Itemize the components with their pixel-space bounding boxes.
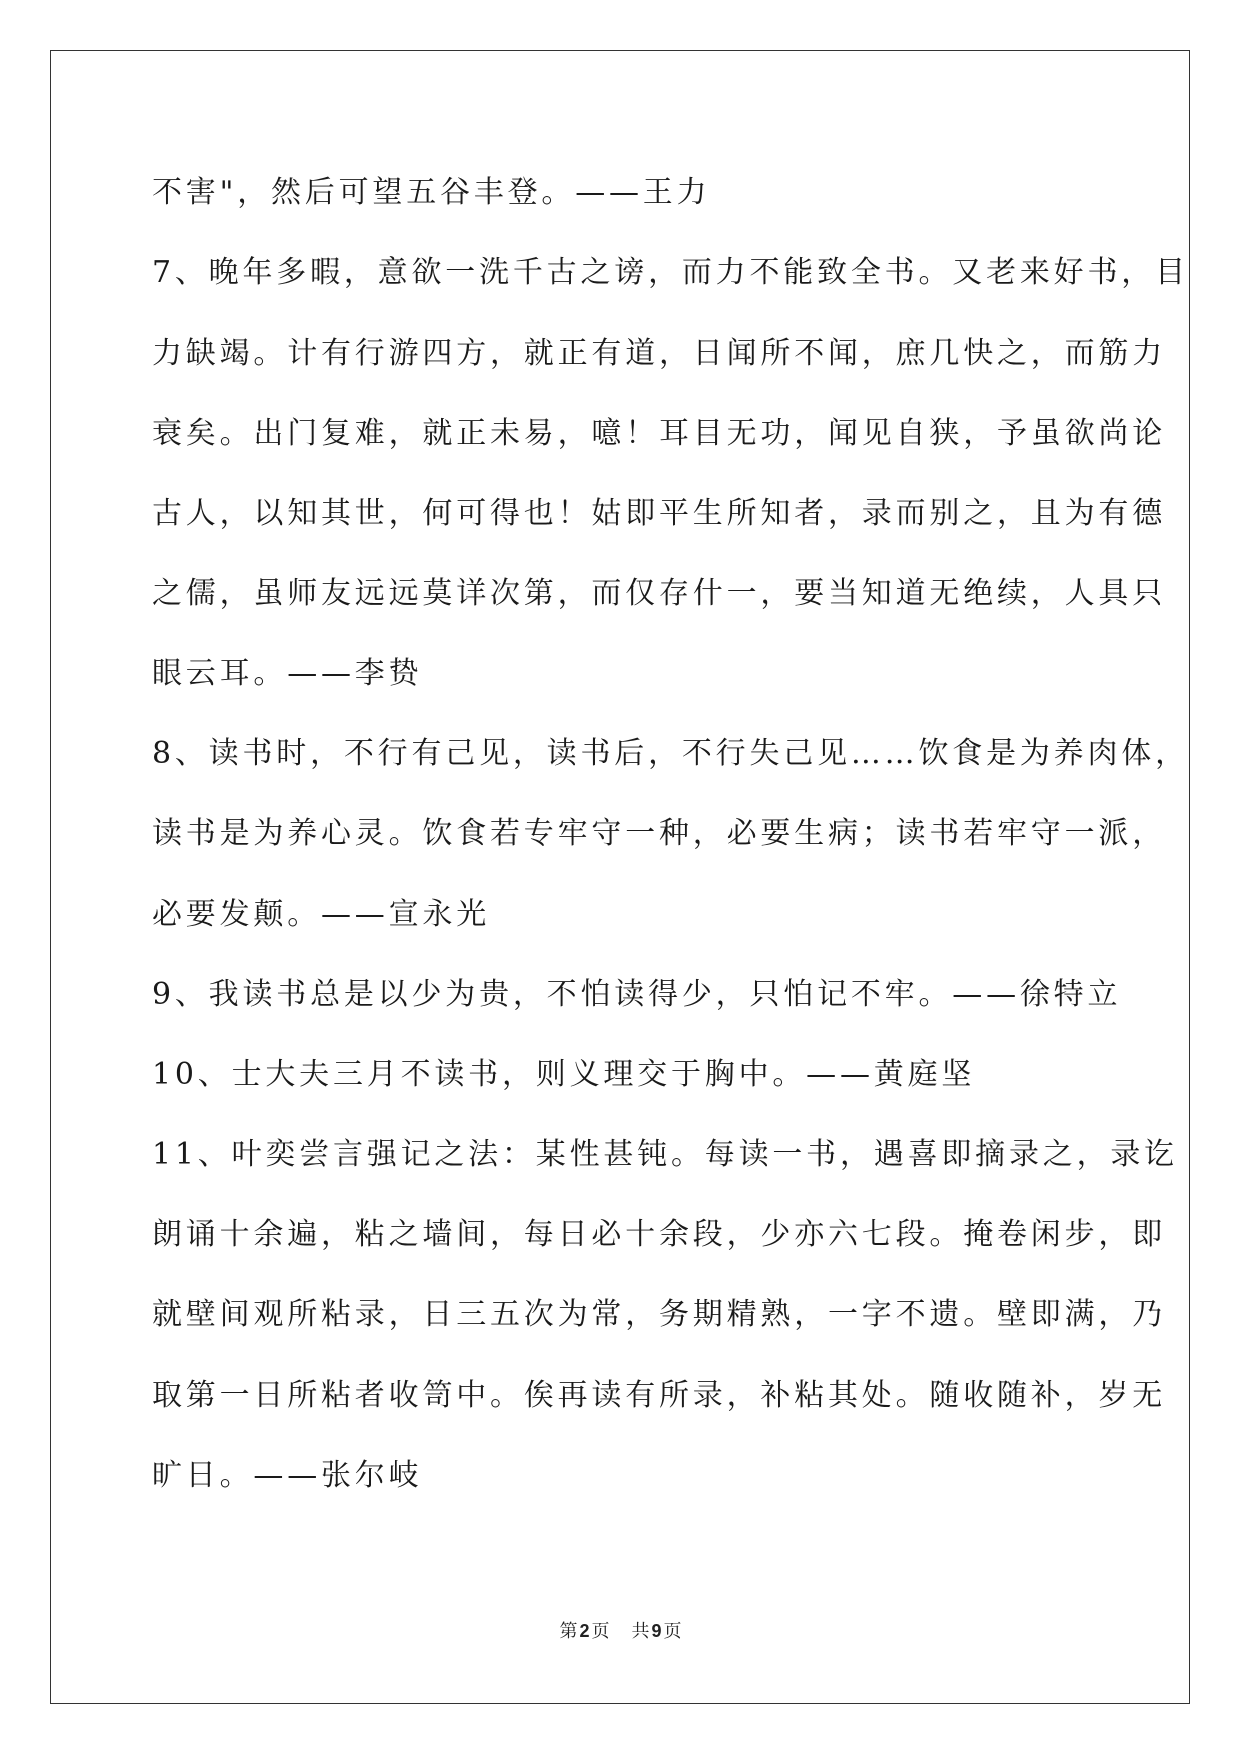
text-line: 朗诵十余遍，粘之墙间，每日必十余段，少亦六七段。掩卷闲步，即 xyxy=(152,1217,1166,1252)
text-line: 古人，以知其世，何可得也！姑即平生所知者，录而别之，且为有德 xyxy=(152,496,1166,531)
text-line: 必要发颠。——宣永光 xyxy=(152,897,490,932)
page-border xyxy=(50,50,1190,1704)
text-line: 取第一日所粘者收笥中。俟再读有所录，补粘其处。随收随补，岁无 xyxy=(152,1378,1166,1413)
text-line: 11、叶奕尝言强记之法：某性甚钝。每读一书，遇喜即摘录之，录讫 xyxy=(152,1137,1178,1172)
text-line: 不害"，然后可望五谷丰登。——王力 xyxy=(152,175,711,210)
text-line: 衰矣。出门复难，就正未易，噫！耳目无功，闻见自狭，予虽欲尚论 xyxy=(152,416,1166,451)
text-line: 就壁间观所粘录，日三五次为常，务期精熟，一字不遗。壁即满，乃 xyxy=(152,1297,1166,1332)
total-page-number: 9 xyxy=(651,1621,662,1641)
text-line: 读书是为养心灵。饮食若专牢守一种，必要生病；读书若牢守一派， xyxy=(152,816,1166,851)
text-line: 旷日。——张尔岐 xyxy=(152,1458,423,1493)
page-prefix: 第 xyxy=(559,1621,578,1642)
page-suffix: 页 xyxy=(591,1621,610,1642)
text-line: 之儒，虽师友远远莫详次第，而仅存什一，要当知道无绝续，人具只 xyxy=(152,576,1166,611)
page-footer xyxy=(0,1619,1241,1644)
text-line: 力缺竭。计有行游四方，就正有道，日闻所不闻，庶几快之，而筋力 xyxy=(152,336,1166,371)
current-page-number: 2 xyxy=(579,1621,590,1641)
text-line: 10、士大夫三月不读书，则义理交于胸中。——黄庭坚 xyxy=(152,1057,976,1092)
text-line: 眼云耳。——李贽 xyxy=(152,656,423,691)
text-line: 8、读书时，不行有己见，读书后，不行失己见……饮食是为养肉体， xyxy=(152,736,1189,771)
text-line: 9、我读书总是以少为贵，不怕读得少，只怕记不牢。——徐特立 xyxy=(152,977,1122,1012)
text-line: 7、晚年多暇，意欲一洗千古之谤，而力不能致全书。又老来好书，目 xyxy=(152,255,1189,290)
total-suffix: 页 xyxy=(663,1621,682,1642)
total-prefix: 共 xyxy=(631,1621,650,1642)
